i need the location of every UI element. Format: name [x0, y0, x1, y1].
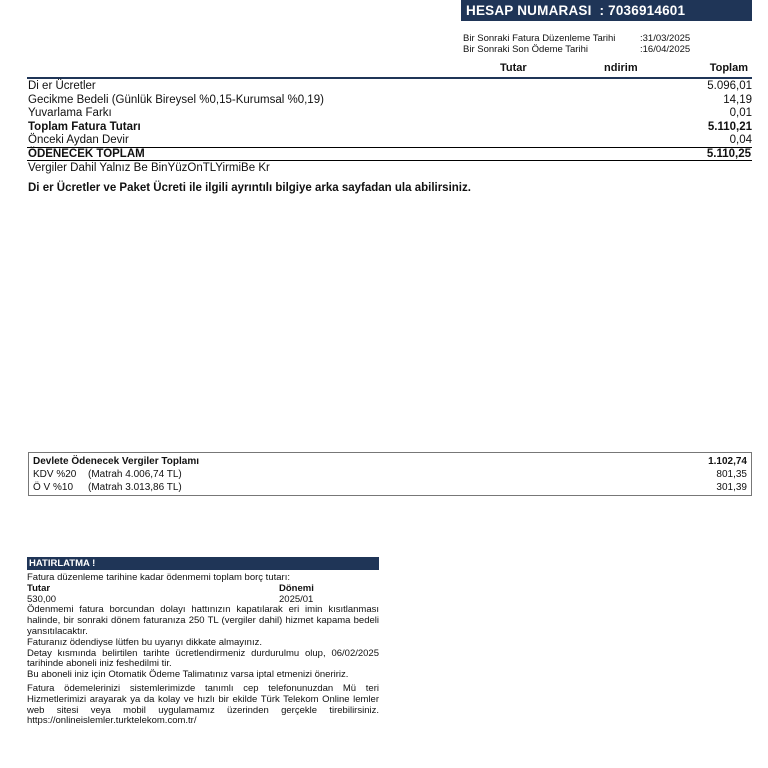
- next-invoice-label: Bir Sonraki Fatura Düzenleme Tarihi: [463, 33, 616, 44]
- charge-total: 5.110,21: [707, 120, 752, 133]
- tax-amount: 801,35: [716, 469, 747, 480]
- charge-total: 14,19: [723, 93, 752, 106]
- details-note: Di er Ücretler ve Paket Ücreti ile ilgili ayrıntılı bilgiye arka sayfadan ula abilirsiniz.: [28, 182, 471, 194]
- charge-row: [28, 80, 752, 94]
- charge-label: Toplam Fatura Tutarı: [28, 120, 141, 133]
- overdue-period-header: Dönemi: [279, 582, 314, 594]
- tax-name: KDV %20: [33, 469, 77, 480]
- charge-row: [28, 107, 752, 121]
- reminder-intro: Fatura düzenleme tarihine kadar ödenmemi toplam borç tutarı:: [27, 572, 290, 583]
- tax-name: Ö V %10: [33, 482, 74, 493]
- charge-row-invoice-total: [28, 121, 752, 135]
- reminder-line: Bu aboneli iniz için Otomatik Ödeme Talimatınız varsa iptal etmenizi öneririz.: [27, 669, 349, 681]
- charge-total: 0,04: [729, 134, 752, 146]
- tax-row: [33, 468, 747, 481]
- overdue-table: [27, 584, 379, 606]
- next-invoice-date: :31/03/2025: [640, 33, 691, 44]
- charge-label: Önceki Aydan Devir: [28, 134, 129, 146]
- account-label: HESAP NUMARASI: [466, 3, 592, 18]
- tax-row: [33, 481, 747, 494]
- tax-total: 1.102,74: [708, 456, 747, 467]
- tax-title: Devlete Ödenecek Vergiler Toplamı: [33, 456, 199, 467]
- charge-total: 5.096,01: [707, 80, 752, 92]
- reminder-line: Ödenmemi fatura borcundan dolayı hattınızın kapatılarak eri imin kısıtlanması halinde, bir sonraki dönem faturanıza 250 TL (vergiler dahil) hizmet kapama bedeli yansıtılacaktır.: [27, 604, 379, 637]
- account-number-banner: HESAP NUMARASI : 7036914601: [461, 0, 752, 21]
- tax-base: (Matrah 4.006,74 TL): [88, 469, 182, 480]
- charge-total: 0,01: [729, 107, 752, 119]
- header-divider: [27, 77, 752, 79]
- reminder-title: HATIRLATMA !: [27, 557, 379, 570]
- column-header-indirim: ndirim: [604, 62, 638, 74]
- reminder-line: Detay kısmında belirtilen tarihte ücretlendirmeniz durdurulmu olup, 06/02/2025 tarihinde aboneli iniz feshedilmi tir.: [27, 647, 379, 670]
- column-header-toplam: Toplam: [709, 62, 748, 74]
- payable-label: ÖDENECEK TOPLAM: [28, 148, 145, 160]
- payable-total-row: [27, 147, 752, 161]
- payable-total: 5.110,25: [706, 148, 751, 160]
- charges-table: [28, 80, 752, 148]
- reminder-section: [27, 557, 379, 727]
- charge-row: [28, 94, 752, 108]
- charge-label: Gecikme Bedeli (Günlük Bireysel %0,15-Kurumsal %0,19): [28, 93, 324, 106]
- reminder-line: Faturanız ödendiyse lütfen bu uyarıyı dikkate almayınız.: [27, 636, 262, 648]
- overdue-period: 2025/01: [279, 593, 314, 605]
- charge-label: Di er Ücretler: [28, 80, 96, 92]
- column-headers: [0, 62, 768, 76]
- tax-total-row: [33, 455, 747, 468]
- column-header-tutar: Tutar: [500, 62, 527, 74]
- next-dates: [463, 33, 690, 55]
- charge-label: Yuvarlama Farkı: [28, 107, 112, 119]
- charge-row: [28, 134, 752, 148]
- overdue-amount-header: Tutar: [27, 582, 51, 594]
- reminder-line: Fatura ödemelerinizi sistemlerimizde tanımlı cep telefonunuzdan Mü teri Hizmetlerimizi arayarak ya da kolay ve hızlı bir ekilde Türk Telekom Online lemler web sitesi veya mobil uygulamamız üzerinden gerçekle tirebilirsiniz. https://onlineislemler.turktelekom.com.tr/: [27, 682, 379, 727]
- amount-in-words: Vergiler Dahil Yalnız Be BinYüzOnTLYirmiBe Kr: [28, 162, 270, 174]
- tax-summary-box: [28, 452, 752, 496]
- account-number: 7036914601: [608, 3, 686, 18]
- tax-base: (Matrah 3.013,86 TL): [88, 482, 182, 493]
- overdue-amount: 530,00: [27, 593, 57, 605]
- next-due-date: :16/04/2025: [640, 44, 691, 55]
- next-due-label: Bir Sonraki Son Ödeme Tarihi: [463, 44, 588, 55]
- tax-amount: 301,39: [716, 482, 747, 493]
